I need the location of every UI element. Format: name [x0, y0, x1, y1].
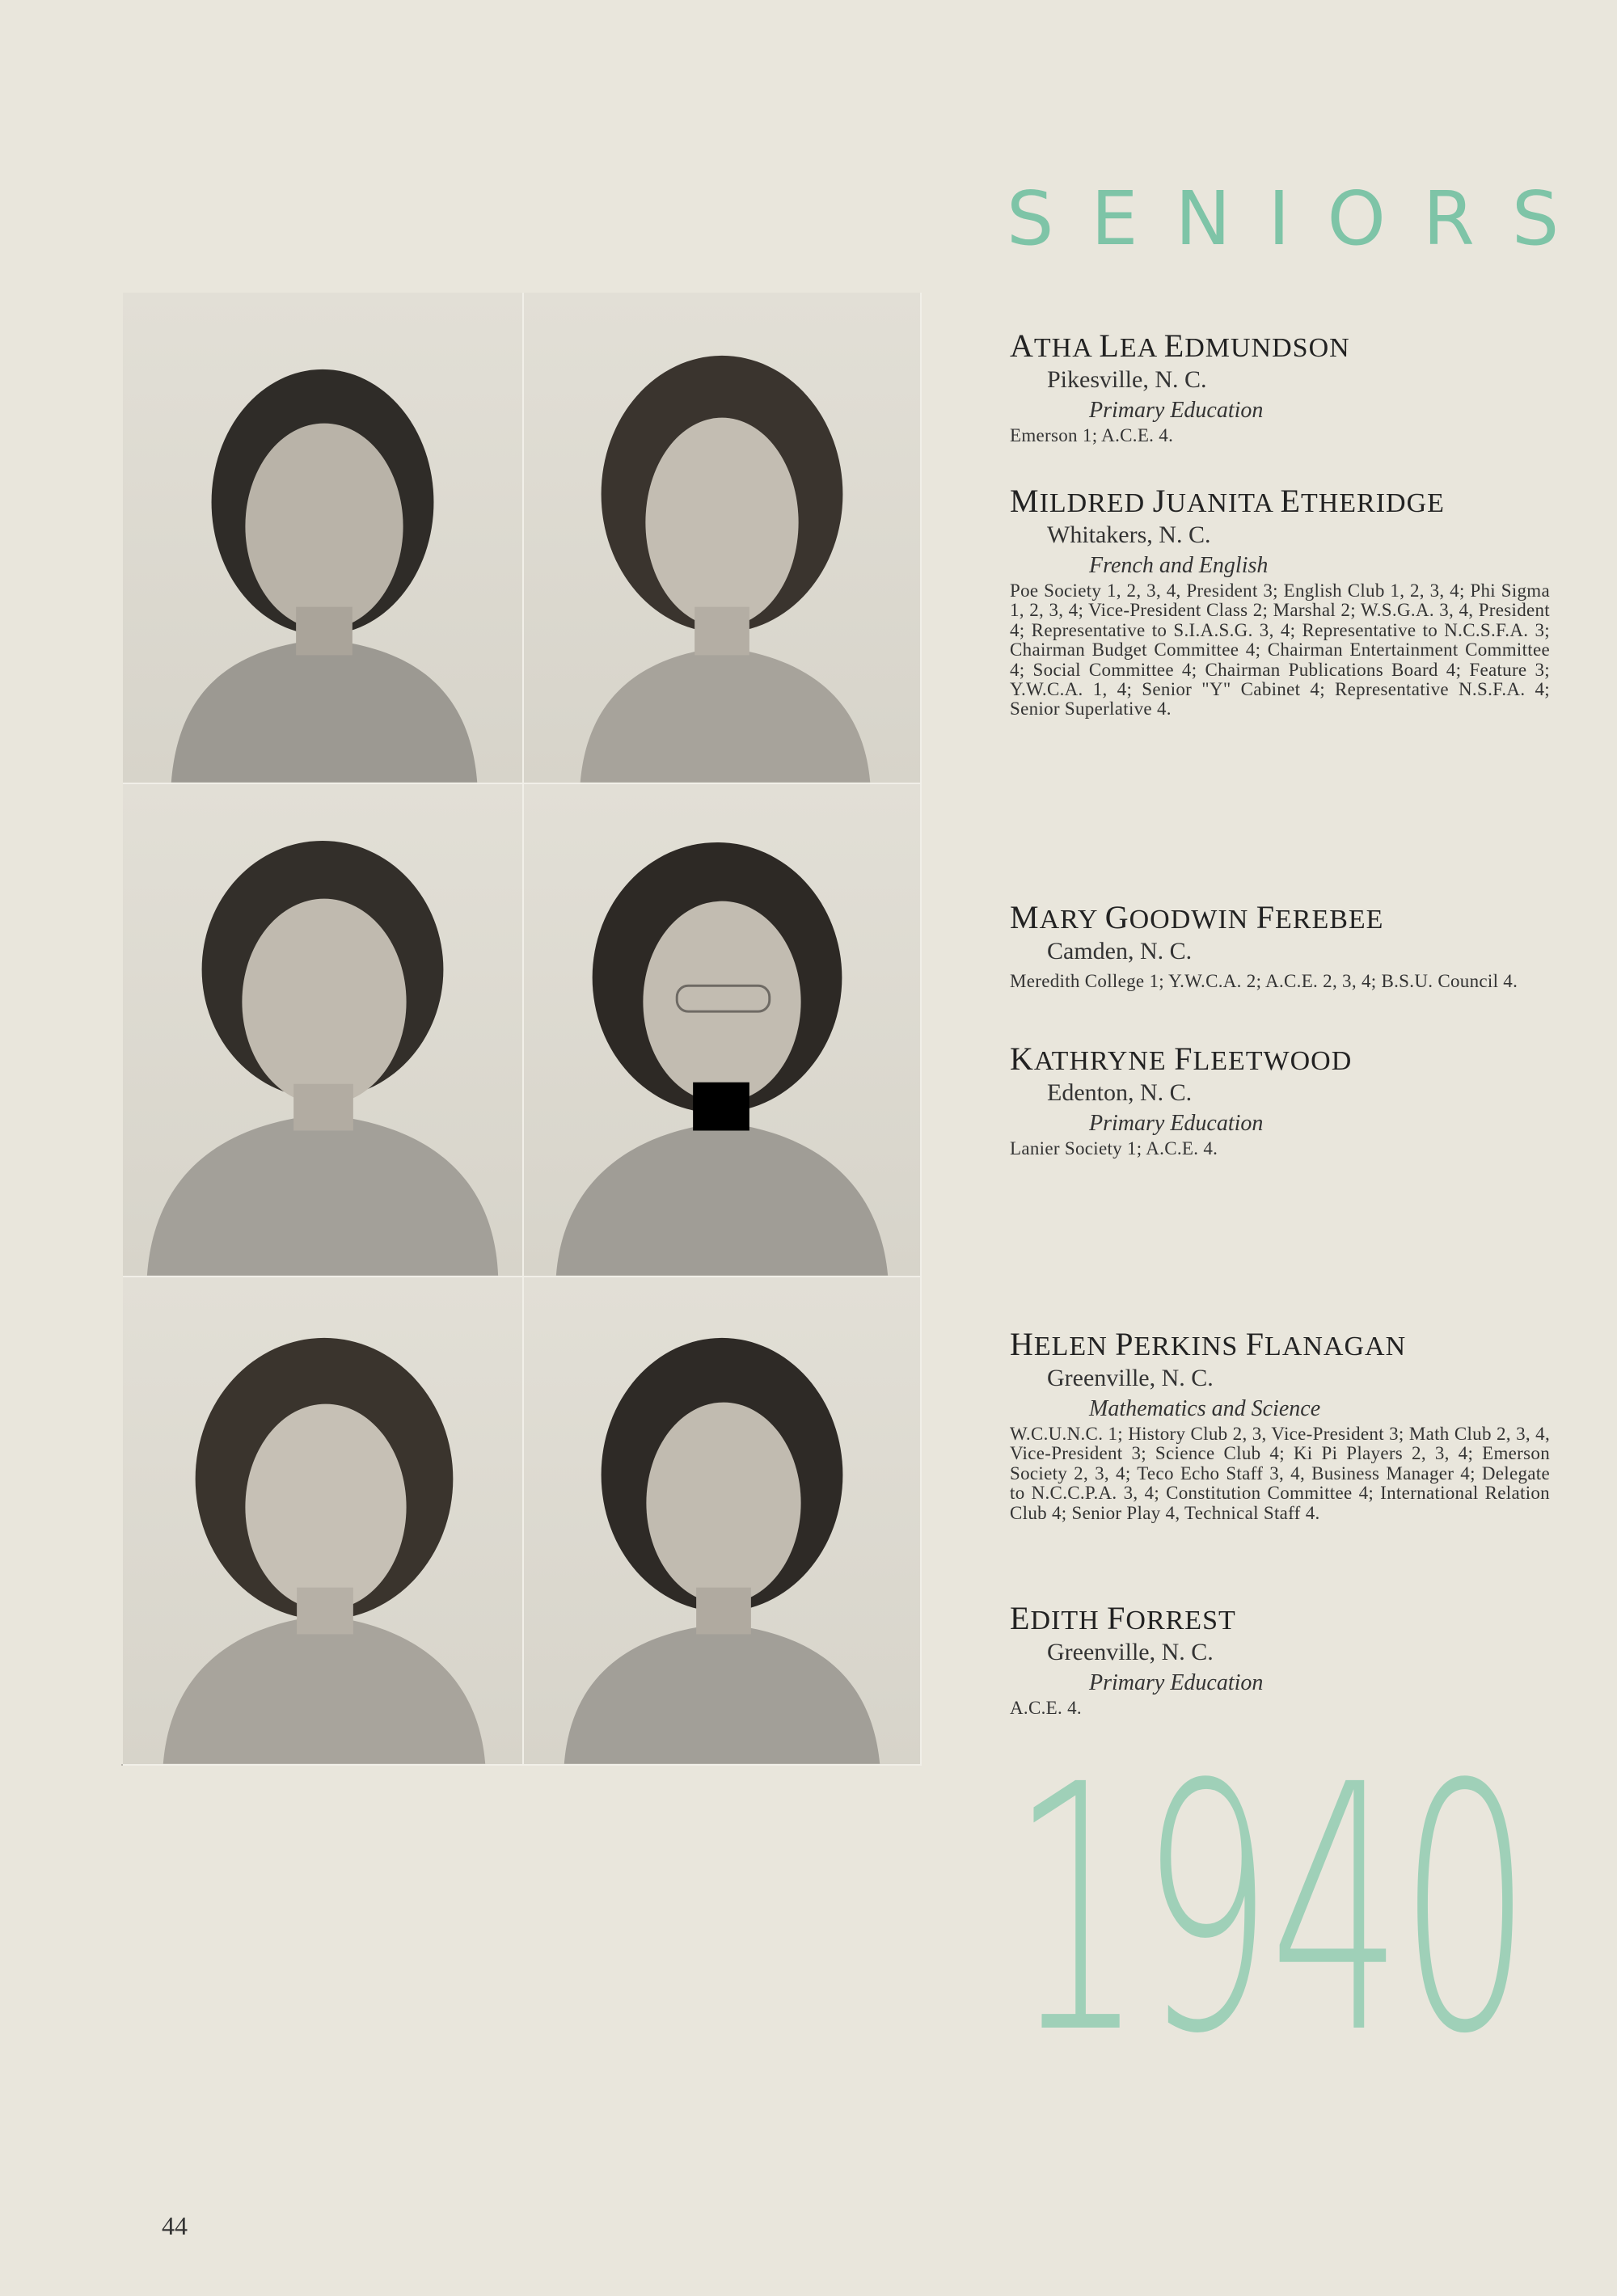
portrait-image — [524, 1277, 920, 1764]
portrait-photo — [524, 784, 922, 1277]
senior-name: MILDRED JUANITA ETHERIDGE — [1010, 483, 1445, 519]
portrait-photo — [123, 784, 524, 1277]
senior-entry — [1010, 1602, 1550, 1718]
senior-entry — [1010, 901, 1550, 991]
portrait-photo — [524, 293, 922, 784]
senior-town: Camden, N. C. — [1047, 938, 1193, 964]
portrait-image — [524, 784, 920, 1276]
page-number: 44 — [162, 2211, 188, 2240]
senior-town: Greenville, N. C. — [1047, 1639, 1214, 1665]
senior-activities: Lanier Society 1; A.C.E. 4. — [1010, 1138, 1218, 1159]
senior-town: Pikesville, N. C. — [1047, 366, 1207, 393]
senior-name: HELEN PERKINS FLANAGAN — [1010, 1326, 1407, 1362]
year-svg — [1003, 1754, 1536, 2045]
senior-major: Primary Education — [1089, 398, 1264, 423]
portrait-image — [123, 293, 522, 783]
senior-major: Mathematics and Science — [1089, 1396, 1321, 1421]
senior-town: Greenville, N. C. — [1047, 1365, 1214, 1391]
senior-town: Edenton, N. C. — [1047, 1079, 1193, 1106]
portrait-image — [123, 1277, 522, 1764]
senior-activities: A.C.E. 4. — [1010, 1698, 1082, 1718]
senior-entry — [1010, 1328, 1550, 1523]
portrait-photo — [123, 1277, 524, 1766]
senior-major: French and English — [1089, 553, 1269, 578]
senior-activities: Poe Society 1, 2, 3, 4, President 3; English Club 1, 2, 3, 4; Phi Sigma 1, 2, 3, 4; Vice-President Class 2; Marshal 2; W.S.G.A. 3, 4, President 4; Representative to S.I.A.S.G. 3, 4; Representative to N.C.S.F.A. 3; Chairman Budget Committee 4; Chairman Entertainment Committee 4; Social Committee 4; Chairman Publications Board 4; Feature 3; Y.W.C.A. 1, 4; Senior "Y" Cabinet 4; Representative N.S.F.A. 4; Senior Superlative 4. — [1010, 580, 1550, 720]
senior-major: Primary Education — [1089, 1111, 1264, 1136]
senior-activities: W.C.U.N.C. 1; History Club 2, 3, Vice-President 3; Math Club 2, 3, 4, Vice-President 3; Science Club 4; Ki Pi Players 2, 3, 4; Emerson Society 2, 3, 4; Teco Echo Staff 3, 4, Business Manager 4; Delegate to N.C.C.P.A. 3, 4; Constitution Committee 4; International Relation Club 4; Senior Play 4, Technical Staff 4. — [1010, 1424, 1550, 1523]
senior-entry — [1010, 485, 1550, 720]
senior-activities: Meredith College 1; Y.W.C.A. 2; A.C.E. 2, 3, 4; B.S.U. Council 4. — [1010, 971, 1518, 991]
year-graphic — [1003, 1754, 1536, 2045]
senior-name: KATHRYNE FLEETWOOD — [1010, 1040, 1353, 1077]
portrait-image — [123, 784, 522, 1276]
portrait-grid — [123, 293, 922, 1766]
senior-major: Primary Education — [1089, 1670, 1264, 1695]
senior-town: Whitakers, N. C. — [1047, 521, 1211, 548]
senior-entry — [1010, 327, 1550, 445]
portrait-photo — [123, 293, 524, 784]
page-header-seniors: SENIORS — [1007, 175, 1597, 262]
portrait-photo — [524, 1277, 922, 1766]
portrait-image — [524, 293, 920, 783]
senior-entry — [1010, 1040, 1550, 1159]
year-text: 1940 — [1011, 1754, 1528, 2045]
senior-name: EDITH FORREST — [1010, 1600, 1236, 1636]
senior-name: MARY GOODWIN FEREBEE — [1010, 899, 1384, 935]
senior-name: ATHA LEA EDMUNDSON — [1010, 327, 1350, 364]
senior-activities: Emerson 1; A.C.E. 4. — [1010, 425, 1174, 445]
